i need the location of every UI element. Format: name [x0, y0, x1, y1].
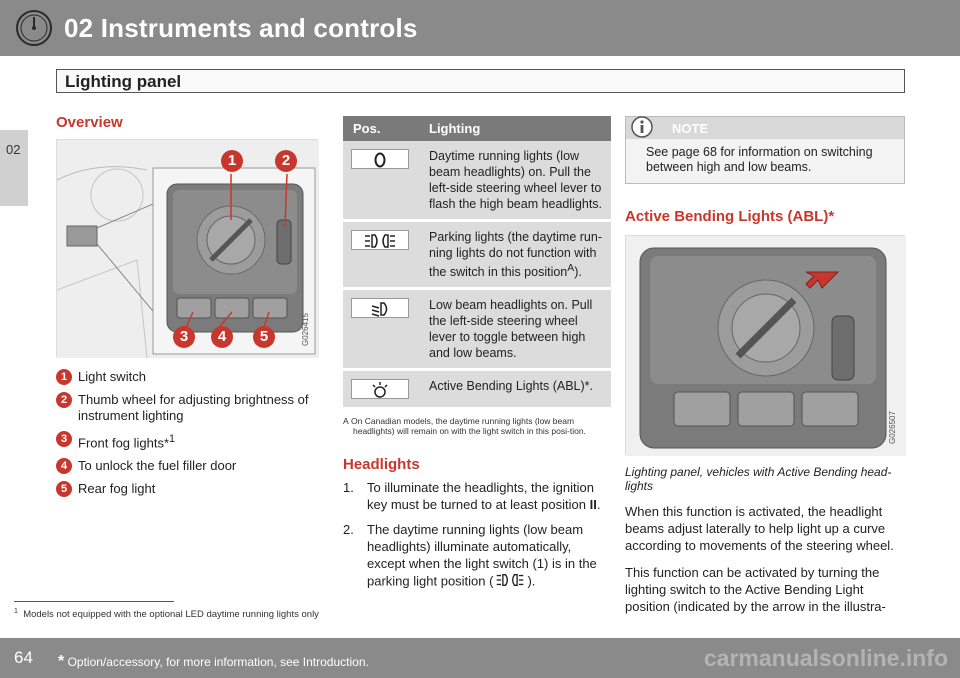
table-row	[343, 221, 611, 289]
section-title-bar	[56, 69, 905, 93]
abl-paragraph-1: When this function is activated, the headlight beams adjust laterally to help light up a curve according to movements of the steering wheel.	[625, 504, 894, 553]
lighting-positions-table	[343, 116, 611, 410]
table-cell-lighting: Low beam headlights on. Pull the left-side steering wheel lever to toggle between high and low beams.	[419, 289, 611, 370]
chapter-title: 02 Instruments and controls	[64, 13, 418, 43]
footnote-marker: 1	[14, 608, 18, 615]
callout-5: 5	[253, 326, 275, 348]
legend-badge: 5	[56, 481, 72, 497]
page-footnote	[14, 608, 319, 620]
info-icon	[630, 115, 654, 139]
table-footnote-marker: A	[343, 416, 349, 427]
abl-column	[625, 116, 905, 615]
legend-badge: 4	[56, 458, 72, 474]
table-cell-lighting: Active Bending Lights (ABL)*.	[419, 370, 611, 409]
side-tab-label: 02	[6, 142, 21, 157]
table-row	[343, 289, 611, 370]
legend-text: To unlock the fuel filler door	[78, 458, 237, 474]
cell-text-tail: ).	[574, 265, 582, 280]
footer-text: Option/accessory, for more information, see Introduction.	[67, 655, 369, 669]
callout-3: 3	[173, 326, 195, 348]
speedometer-icon	[14, 8, 54, 48]
zero-position-icon	[351, 149, 409, 169]
cell-text: Parking lights (the daytime run-ning lights do not function with the switch in this position	[429, 230, 602, 280]
step-number: 2.	[343, 522, 354, 538]
footnote-text: Models not equipped with the optional LED daytime running lights only	[23, 609, 319, 621]
table-header-row	[343, 116, 611, 141]
legend-badge: 1	[56, 369, 72, 385]
section-title: Lighting panel	[65, 72, 182, 91]
legend-text: Thumb wheel for adjusting brightness of instrument lighting	[78, 392, 309, 423]
low-beam-icon	[351, 298, 409, 318]
list-item	[343, 521, 611, 592]
active-bending-lights-icon	[351, 379, 409, 399]
overview-column	[56, 114, 318, 504]
headlights-steps	[343, 479, 611, 592]
list-item	[343, 479, 611, 513]
lighting-table-column	[343, 116, 611, 600]
footer-star: *	[58, 653, 65, 670]
page-number: 64	[14, 648, 33, 667]
table-footnote-ref: A	[567, 263, 575, 274]
legend-item	[56, 481, 318, 497]
legend-item	[56, 369, 318, 385]
headlights-heading: Headlights	[343, 456, 420, 474]
legend-item	[56, 458, 318, 474]
table-row	[343, 141, 611, 221]
legend-list	[56, 369, 318, 497]
step-bold: II	[589, 497, 597, 513]
callout-1: 1	[221, 150, 243, 172]
abl-panel-figure	[625, 235, 905, 455]
table-footnote-text: On Canadian models, the daytime running lights (low beam headlights) will remain on with the light switch in this posi-tion.	[351, 416, 586, 437]
lighting-panel-illustration	[57, 140, 319, 358]
watermark: carmanualsonline.info	[703, 645, 948, 671]
chapter-side-tab	[0, 130, 28, 206]
legend-text: Rear fog light	[78, 481, 156, 497]
step-text: To illuminate the headlights, the ignition key must be turned to at least position	[367, 480, 594, 513]
step-tail: ).	[527, 573, 536, 589]
column-header-pos: Pos.	[343, 116, 419, 141]
legend-item	[56, 392, 318, 424]
legend-badge: 2	[56, 392, 72, 408]
abl-panel-illustration	[626, 236, 906, 456]
overview-heading: Overview	[56, 114, 123, 131]
table-footnote	[343, 416, 611, 436]
note-label: NOTE	[672, 121, 709, 136]
step-number: 1.	[343, 480, 354, 496]
figure-code: G026507	[888, 411, 897, 444]
abl-paragraph-2: This function can be activated by turning the lighting switch to the Active Bending Light position (indicated by the arrow in the illustra-	[625, 565, 886, 614]
table-row	[343, 370, 611, 409]
footer-note	[58, 653, 369, 671]
note-box	[625, 116, 905, 184]
step-tail: .	[596, 497, 601, 513]
chapter-header-band	[0, 0, 960, 56]
legend-item	[56, 431, 318, 451]
footnote-rule	[14, 601, 174, 602]
column-header-lighting: Lighting	[419, 116, 611, 141]
table-cell-lighting: Daytime running lights (low beam headlights) on. Pull the left-side steering wheel lever to flash the high beam headlights.	[419, 141, 611, 221]
parking-lights-icon	[351, 230, 409, 250]
abl-heading: Active Bending Lights (ABL)*	[625, 208, 835, 225]
callout-2: 2	[275, 150, 297, 172]
parking-lights-icon	[493, 572, 527, 592]
note-text: See page 68 for information on switching between high and low beams.	[646, 145, 873, 174]
figure-caption: Lighting panel, vehicles with Active Bending head-lights	[625, 465, 892, 493]
table-cell-lighting	[419, 221, 611, 289]
step-text: The daytime running lights (low beam headlights) illuminate automatically, except when the light switch (1) is in the parking light position (	[367, 522, 597, 589]
lighting-panel-figure	[56, 139, 318, 357]
callout-4: 4	[211, 326, 233, 348]
figure-code: G026415	[301, 313, 310, 346]
legend-badge: 3	[56, 431, 72, 447]
legend-text: Front fog lights*	[78, 435, 170, 451]
legend-text: Light switch	[78, 369, 146, 384]
legend-footnote-ref: 1	[169, 433, 176, 445]
